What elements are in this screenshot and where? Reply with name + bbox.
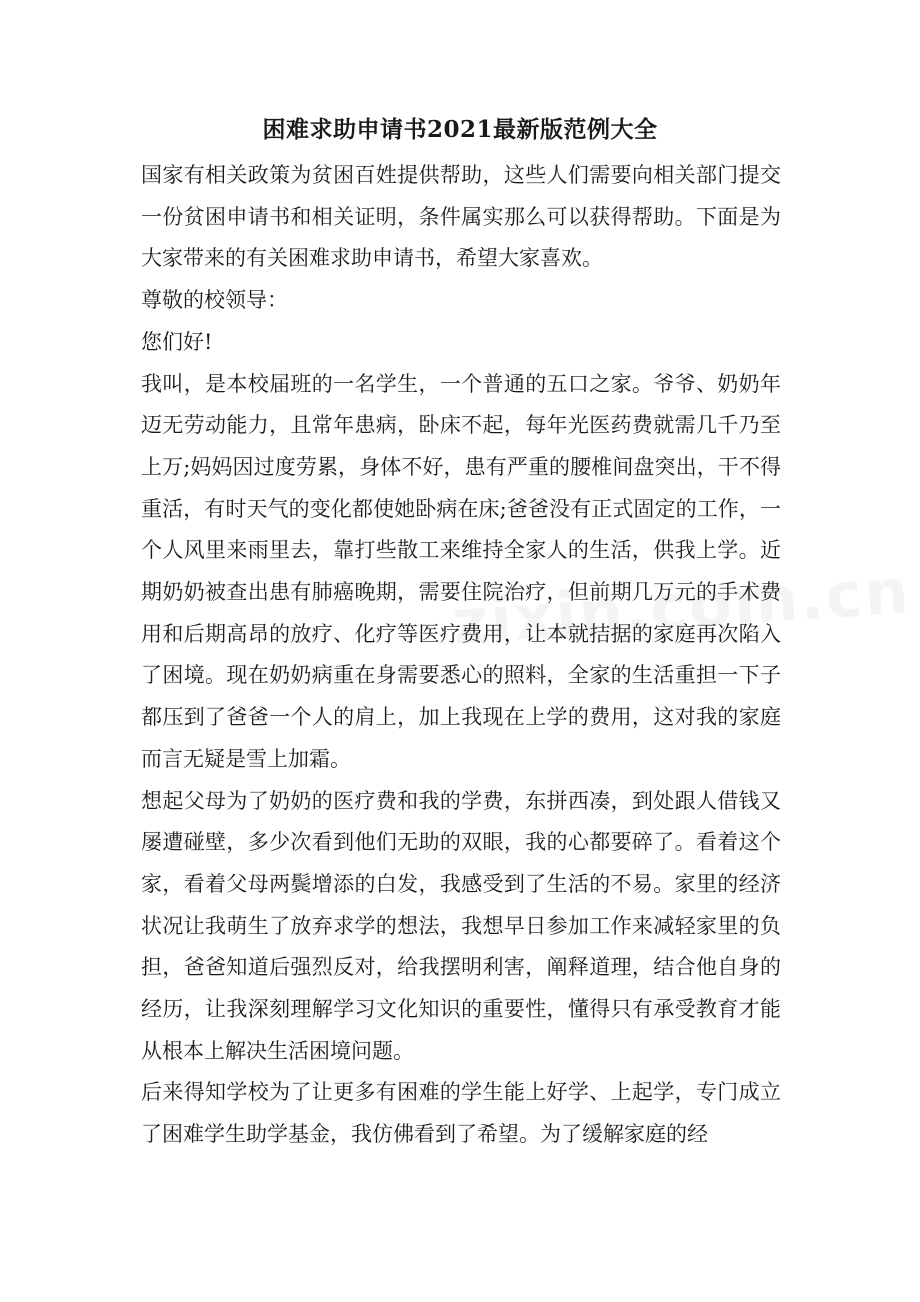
paragraph-parents-struggle: 想起父母为了奶奶的医疗费和我的学费，东拼西凑，到处跟人借钱又屡遭碰壁，多少次看到他们无助的双眼，我的心都要碎了。看着这个家，看着父母两鬓增添的白发，我感受到了生活的不易。家里的经济状况让我萌生了放弃求学的想法，我想早日参加工作来减轻家里的负担，爸爸知道后强烈反对，给我摆明利害，阐释道理，结合他自身的经历，让我深刻理解学习文化知识的重要性，懂得只有承受教育才能从根本上解决生活困境问题。 (141, 788, 781, 1063)
paragraph-school-fund: 后来得知学校为了让更多有困难的学生能上好学、上起学，专门成立了困难学生助学基金，我仿佛看到了希望。为了缓解家庭的经 (141, 1080, 781, 1147)
document-body (141, 155, 781, 1156)
paragraph-family-situation: 我叫，是本校届班的一名学生，一个普通的五口之家。爷爷、奶奶年迈无劳动能力，且常年患病，卧床不起，每年光医药费就需几千乃至上万;妈妈因过度劳累，身体不好，患有严重的腰椎间盘突出，干不得重活，有时天气的变化都使她卧病在床;爸爸没有正式固定的工作，一个人风里来雨里去，靠打些散工来维持全家人的生活，供我上学。近期奶奶被查出患有肺癌晚期，需要住院治疗，但前期几万元的手术费用和后期高昂的放疗、化疗等医疗费用，让本就拮据的家庭再次陷入了困境。现在奶奶病重在身需要悉心的照料，全家的生活重担一下子都压到了爸爸一个人的肩上，加上我现在上学的费用，这对我的家庭而言无疑是雪上加霜。 (141, 371, 781, 771)
paragraph-intro: 国家有相关政策为贫困百姓提供帮助，这些人们需要向相关部门提交一份贫困申请书和相关证明，条件属实那么可以获得帮助。下面是为大家带来的有关困难求助申请书，希望大家喜欢。 (141, 163, 781, 271)
document-title: 困难求助申请书2021最新版范例大全 (262, 116, 658, 143)
paragraph-greeting: 您们好! (141, 329, 213, 354)
paragraph-salutation: 尊敬的校领导： (141, 288, 288, 313)
